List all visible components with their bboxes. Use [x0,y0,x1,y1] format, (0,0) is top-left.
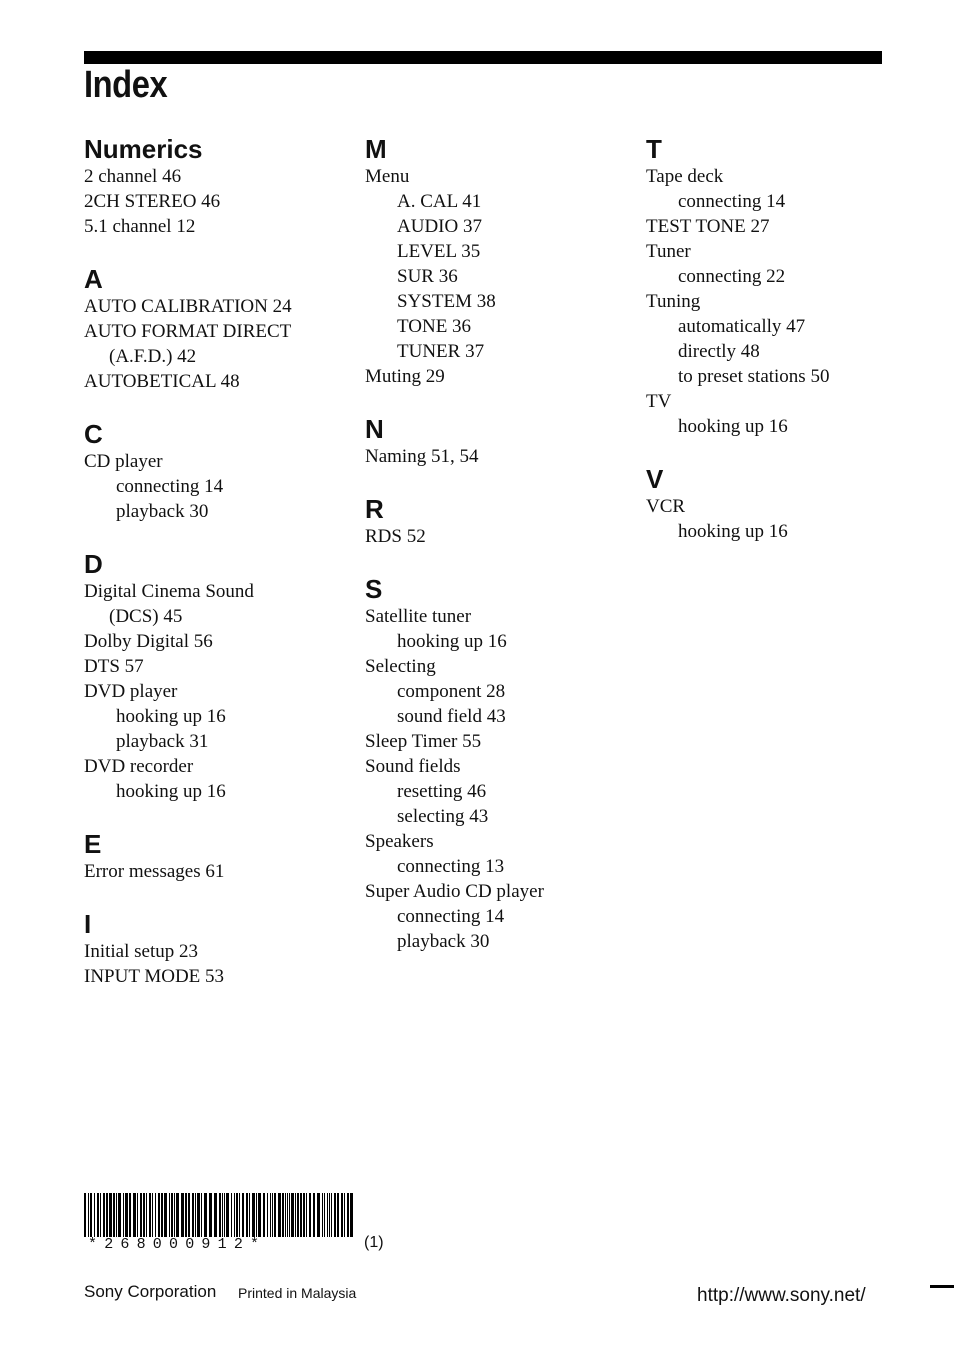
index-subentry: connecting 22 [678,266,786,287]
barcode-bar [344,1193,345,1237]
index-subentry: LEVEL 35 [397,241,481,262]
barcode-bar [270,1193,271,1237]
barcode-bar [272,1193,273,1237]
index-entry: (A.F.D.) 42 [109,346,197,367]
barcode-bar [306,1193,307,1237]
index-entry: AUTOBETICAL 48 [84,371,240,392]
barcode-bar [347,1193,349,1237]
index-entry: Selecting [365,656,436,677]
barcode-bar [164,1193,167,1237]
index-subentry: hooking up 16 [116,781,226,802]
index-subentry: connecting 14 [116,476,224,497]
barcode-bar [224,1193,225,1237]
section-gap [646,439,916,460]
barcode-bar [97,1193,99,1237]
barcode-bar [331,1193,332,1237]
barcode-bar [334,1193,336,1237]
section-heading: V [646,464,664,494]
section-gap [365,389,635,410]
barcode-bar [287,1193,288,1237]
barcode-bar [327,1193,328,1237]
index-entry: Error messages 61 [84,861,225,882]
section-heading: S [365,574,383,604]
barcode-bar [181,1193,184,1237]
barcode-bar [140,1193,142,1237]
barcode-bar [204,1193,207,1237]
index-entry: TV [646,391,672,412]
edge-mark [930,1285,954,1288]
index-entry: Naming 51, 54 [365,446,479,467]
barcode-bar [297,1193,299,1237]
barcode-bar [341,1193,343,1237]
index-entry: DVD recorder [84,756,194,777]
index-entry: Muting 29 [365,366,445,387]
section-gap [365,549,635,570]
barcode-bar [263,1193,265,1237]
section-heading: N [365,414,384,444]
index-subentry: connecting 13 [397,856,505,877]
barcode-bar [123,1193,124,1237]
barcode-bar [350,1193,353,1237]
index-subentry: SYSTEM 38 [397,291,496,312]
index-entry: RDS 52 [365,526,426,547]
barcode-bar [174,1193,175,1237]
index-subentry: hooking up 16 [397,631,507,652]
barcode-number: *268000912* [88,1236,267,1253]
barcode-bar [146,1193,147,1237]
section-heading: R [365,494,384,524]
barcode-bar [303,1193,305,1237]
barcode-bar [324,1193,325,1237]
index-subentry: playback 30 [397,931,490,952]
index-entry: CD player [84,451,163,472]
barcode-bar [226,1193,229,1237]
index-subentry: directly 48 [678,341,760,362]
barcode-bar [169,1193,170,1237]
barcode-bar [256,1193,257,1237]
barcode-bar [317,1193,320,1237]
barcode-bar [113,1193,115,1237]
barcode-bar [195,1193,196,1237]
barcode-bar [109,1193,112,1237]
barcode-bar [309,1193,311,1237]
index-column-2 [365,130,635,954]
index-subentry: TONE 36 [397,316,472,337]
index-entry: Super Audio CD player [365,881,544,902]
index-entry: Tuner [646,241,691,262]
index-subentry: AUDIO 37 [397,216,482,237]
barcode-bar [291,1193,294,1237]
barcode-bar [252,1193,255,1237]
barcode-bar [100,1193,101,1237]
barcode-bar [116,1193,117,1237]
section-heading: Numerics [84,134,203,164]
index-entry: Menu [365,166,410,187]
index-entry: Dolby Digital 56 [84,631,213,652]
index-entry: Sound fields [365,756,461,777]
barcode-bar [118,1193,121,1237]
index-subentry: TUNER 37 [397,341,485,362]
index-subentry: playback 31 [116,731,209,752]
barcode-bar [295,1193,296,1237]
section-gap [84,394,354,415]
barcode-bar [209,1193,212,1237]
barcode-bar [337,1193,339,1237]
index-subentry: resetting 46 [397,781,487,802]
index-entry: Initial setup 23 [84,941,198,962]
barcode-bar [329,1193,330,1237]
barcode-bar [94,1193,95,1237]
barcode-bar [267,1193,268,1237]
barcode-bar [214,1193,217,1237]
index-entry: Sleep Timer 55 [365,731,482,752]
section-heading: I [84,909,92,939]
barcode-bar [143,1193,145,1237]
barcode-bar [129,1193,131,1237]
top-rule [84,51,882,64]
index-entry: 2 channel 46 [84,166,182,187]
barcode-bar [219,1193,221,1237]
index-entry: Tape deck [646,166,724,187]
barcode-bar [158,1193,160,1237]
barcode-bar [192,1193,194,1237]
barcode-bar [185,1193,187,1237]
index-subentry: playback 30 [116,501,209,522]
section-heading: E [84,829,102,859]
barcode-bar [149,1193,151,1237]
barcode-bar [137,1193,138,1237]
index-subentry: connecting 14 [678,191,786,212]
index-entry: AUTO FORMAT DIRECT [84,321,292,342]
barcode-bar [282,1193,284,1237]
section-gap [365,469,635,490]
index-column-1 [84,130,354,989]
barcode-bar [103,1193,105,1237]
website-url: http://www.sony.net/ [697,1285,866,1306]
index-entry: INPUT MODE 53 [84,966,225,987]
barcode-bar [239,1193,240,1237]
barcode-bar [274,1193,276,1237]
index-entry: DVD player [84,681,178,702]
barcode-bar [201,1193,202,1237]
barcode-bar [88,1193,89,1237]
index-subentry: component 28 [397,681,506,702]
barcode [84,1193,356,1237]
barcode-bar [322,1193,323,1237]
index-entry: AUTO CALIBRATION 24 [84,296,292,317]
index-entry: (DCS) 45 [109,606,183,627]
barcode-bar [289,1193,290,1237]
barcode-bar [236,1193,238,1237]
barcode-bar [278,1193,281,1237]
index-subentry: hooking up 16 [678,416,788,437]
barcode-bar [249,1193,250,1237]
barcode-bar [300,1193,302,1237]
index-subentry: sound field 43 [397,706,506,727]
barcode-bar [258,1193,261,1237]
section-gap [84,804,354,825]
barcode-bar [106,1193,108,1237]
index-subentry: connecting 14 [397,906,505,927]
barcode-bar [313,1193,315,1237]
printed-in: Printed in Malaysia [238,1285,357,1301]
barcode-bar [222,1193,223,1237]
index-entry: 5.1 channel 12 [84,216,196,237]
section-heading: A [84,264,103,294]
barcode-bar [197,1193,200,1237]
print-run: (1) [364,1234,384,1251]
company-name: Sony Corporation [84,1282,217,1301]
barcode-bar [285,1193,286,1237]
section-heading: D [84,549,103,579]
barcode-bar [90,1193,92,1237]
index-entry: VCR [646,496,686,517]
section-gap [84,524,354,545]
page-title: Index [84,64,168,106]
barcode-bar [155,1193,156,1237]
index-entry: 2CH STEREO 46 [84,191,221,212]
index-entry: Speakers [365,831,434,852]
index-subentry: SUR 36 [397,266,458,287]
barcode-bar [188,1193,190,1237]
index-subentry: hooking up 16 [116,706,226,727]
barcode-bar [176,1193,179,1237]
barcode-bar [246,1193,248,1237]
index-entry: DTS 57 [84,656,144,677]
section-gap [84,239,354,260]
barcode-bar [161,1193,163,1237]
barcode-bar [152,1193,153,1237]
section-heading: C [84,419,103,449]
section-heading: T [646,134,662,164]
index-entry: Satellite tuner [365,606,472,627]
index-column-3 [646,130,916,544]
barcode-bar [125,1193,128,1237]
section-heading: M [365,134,387,164]
barcode-bar [234,1193,235,1237]
index-subentry: A. CAL 41 [397,191,482,212]
barcode-bar [231,1193,232,1237]
barcode-bar [171,1193,173,1237]
barcode-bar [242,1193,244,1237]
index-entry: Digital Cinema Sound [84,581,254,602]
index-entry: Tuning [646,291,701,312]
barcode-bar [84,1193,86,1237]
index-entry: TEST TONE 27 [646,216,770,237]
index-subentry: selecting 43 [397,806,489,827]
index-subentry: to preset stations 50 [678,366,830,387]
barcode-bar [133,1193,136,1237]
index-subentry: automatically 47 [678,316,806,337]
section-gap [84,884,354,905]
index-subentry: hooking up 16 [678,521,788,542]
